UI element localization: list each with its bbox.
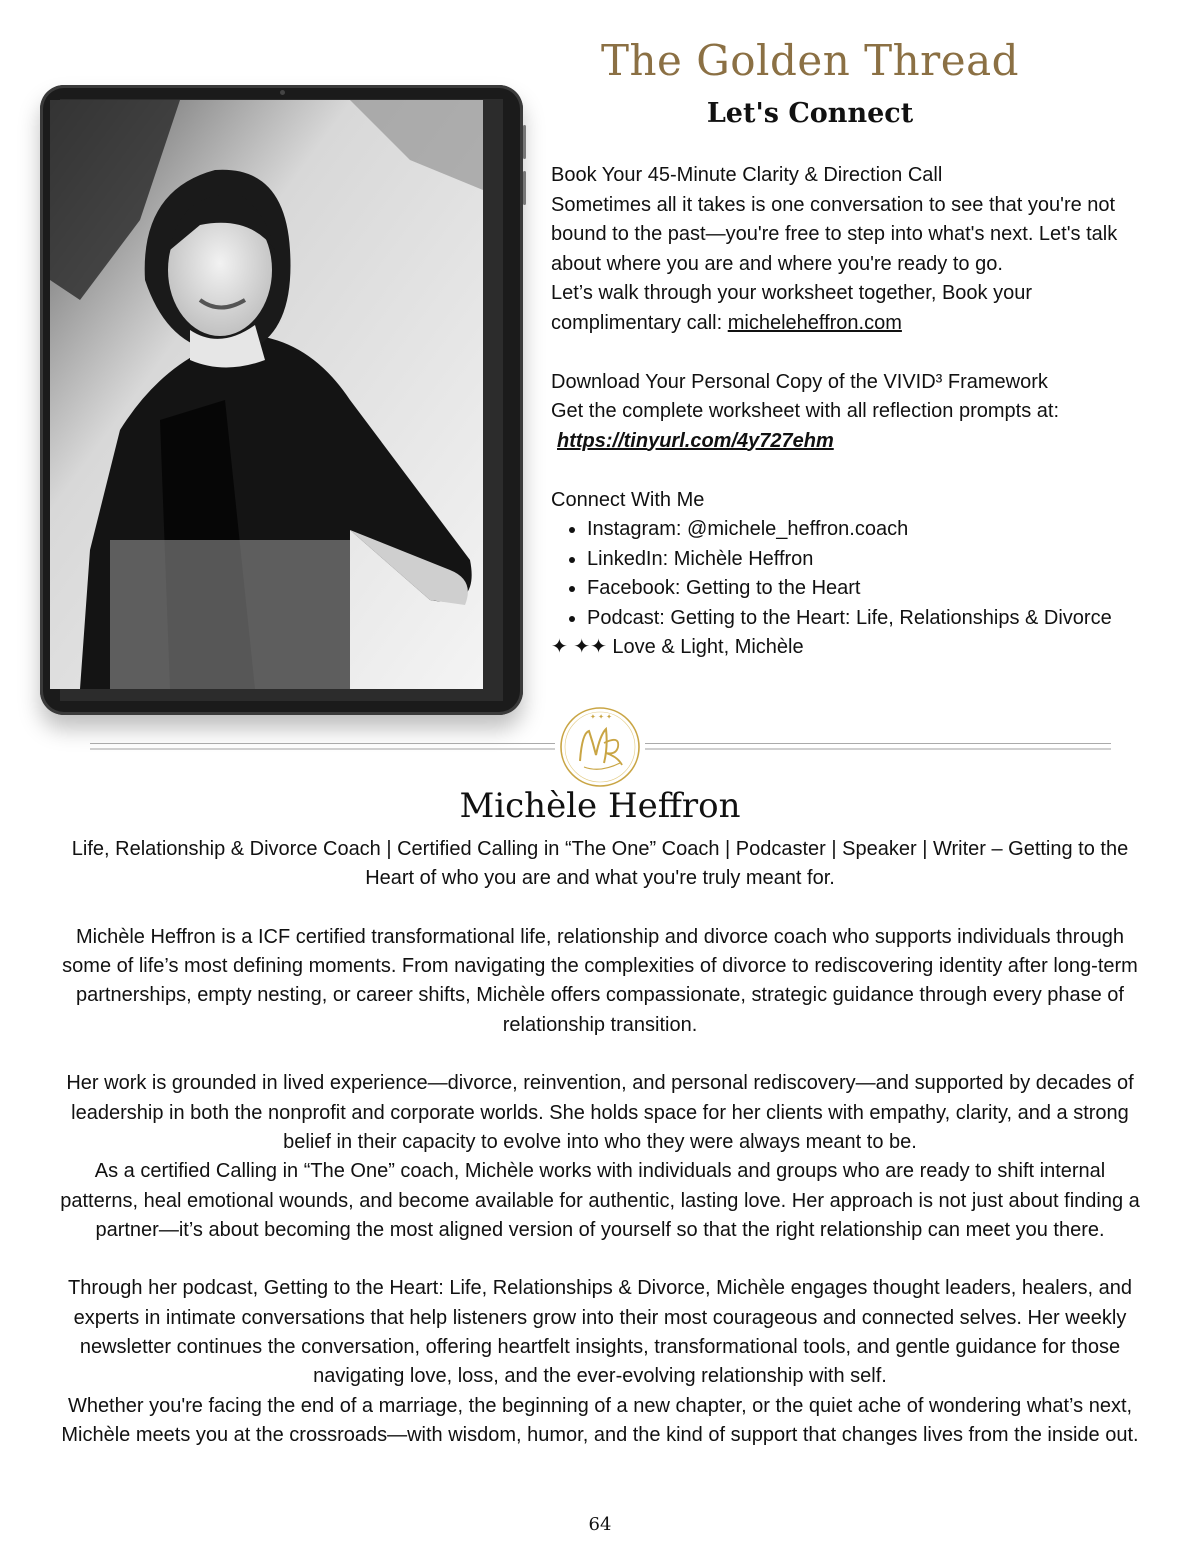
worksheet-link[interactable]: https://tinyurl.com/4y727ehm bbox=[557, 429, 834, 452]
divider-left bbox=[90, 743, 555, 750]
social-facebook: • Facebook: Getting to the Heart bbox=[587, 574, 1151, 604]
svg-text:✦ ✦ ✦: ✦ ✦ ✦ bbox=[590, 713, 613, 721]
bio-paragraph-3: As a certified Calling in “The One” coach, Michèle works with individuals and groups who are ready to shift internal patterns, heal emotional wounds, and become available for authentic, lasting love. Her approach is not just about finding a partner—it’s about becoming the most aligned version of yourself so that the right relationship can meet you there. bbox=[60, 1160, 1140, 1241]
booking-heading: Book Your 45-Minute Clarity & Direction Call bbox=[551, 164, 943, 186]
tablet-camera bbox=[280, 90, 285, 95]
spacer bbox=[551, 338, 1151, 368]
bio-tagline: Life, Relationship & Divorce Coach | Certified Calling in “The One” Coach | Podcaster | Speaker | Writer – Getting to the Heart of who you are and what you're truly meant for. bbox=[71, 838, 1129, 890]
bio-paragraph-4: Through her podcast, Getting to the Heart: Life, Relationships & Divorce, Michèle engages thought leaders, healers, and experts in intimate conversations that help listeners grow into their most courageous and connected selves. Her weekly newsletter continues the conversation, offering heartfelt insights, transformational tools, and gentle guidance for those navigating love, loss, and the ever-evolving relationship with self. bbox=[68, 1277, 1132, 1388]
bio-paragraph-5: Whether you're facing the end of a marriage, the beginning of a new chapter, or the quiet ache of wondering what’s next, Michèle meets you at the crossroads—with wisdom, humor, and the kind of support that changes lives from the inside out. bbox=[61, 1394, 1139, 1446]
tablet-side-button bbox=[523, 125, 526, 159]
booking-cta bbox=[551, 279, 1151, 338]
bio-name: Michèle Heffron bbox=[459, 786, 741, 826]
portrait-photo bbox=[50, 100, 483, 689]
bio-section bbox=[60, 835, 1140, 1450]
bio-paragraph-1: Michèle Heffron is a ICF certified transformational life, relationship and divorce coach who supports individuals through some of life’s most defining moments. From navigating the complexities of divorce to rediscovering identity after long-term partnerships, empty nesting, or career shifts, Michèle offers compassionate, strategic guidance through every phase of relationship transition. bbox=[62, 925, 1138, 1036]
signoff: ✦ ✦✦ Love & Light, Michèle bbox=[551, 636, 804, 658]
contact-column bbox=[551, 161, 1151, 663]
bio-paragraph-2: Her work is grounded in lived experience—divorce, reinvention, and personal rediscovery—and supported by decades of leadership in both the nonprofit and corporate worlds. She holds space for her clients with empathy, clarity, and a strong belief in their capacity to evolve into who they were always meant to be. bbox=[66, 1072, 1134, 1153]
booking-cta-text: Let’s walk through your worksheet together, Book your complimentary call: bbox=[551, 282, 1033, 334]
booking-body: Sometimes all it takes is one conversation to see that you're not bound to the past—you're free to step into what's next. Let's talk about where you are and where you're ready to go. bbox=[551, 193, 1118, 275]
spacer bbox=[60, 1040, 1140, 1069]
spacer bbox=[60, 1245, 1140, 1274]
connect-heading: Connect With Me bbox=[551, 488, 705, 511]
social-list bbox=[551, 515, 1151, 633]
social-linkedin: • LinkedIn: Michèle Heffron bbox=[587, 545, 1151, 575]
download-body: Get the complete worksheet with all reflection prompts at: bbox=[551, 400, 1060, 422]
social-podcast: • Podcast: Getting to the Heart: Life, Relationships & Divorce bbox=[587, 604, 1151, 634]
social-instagram: • Instagram: @michele_heffron.coach bbox=[587, 515, 1151, 545]
booking-link[interactable]: micheleheffron.com bbox=[727, 311, 902, 334]
tablet-side-button bbox=[523, 171, 526, 205]
spacer bbox=[60, 894, 1140, 923]
monogram-logo-icon bbox=[556, 703, 644, 791]
page-title: The Golden Thread bbox=[600, 36, 1020, 85]
download-heading: Download Your Personal Copy of the VIVID³ Framework bbox=[551, 370, 1048, 393]
page-number: 64 bbox=[588, 1514, 612, 1535]
page-subtitle: Let's Connect bbox=[706, 98, 914, 129]
spacer bbox=[551, 456, 1151, 486]
divider-right bbox=[645, 743, 1111, 750]
